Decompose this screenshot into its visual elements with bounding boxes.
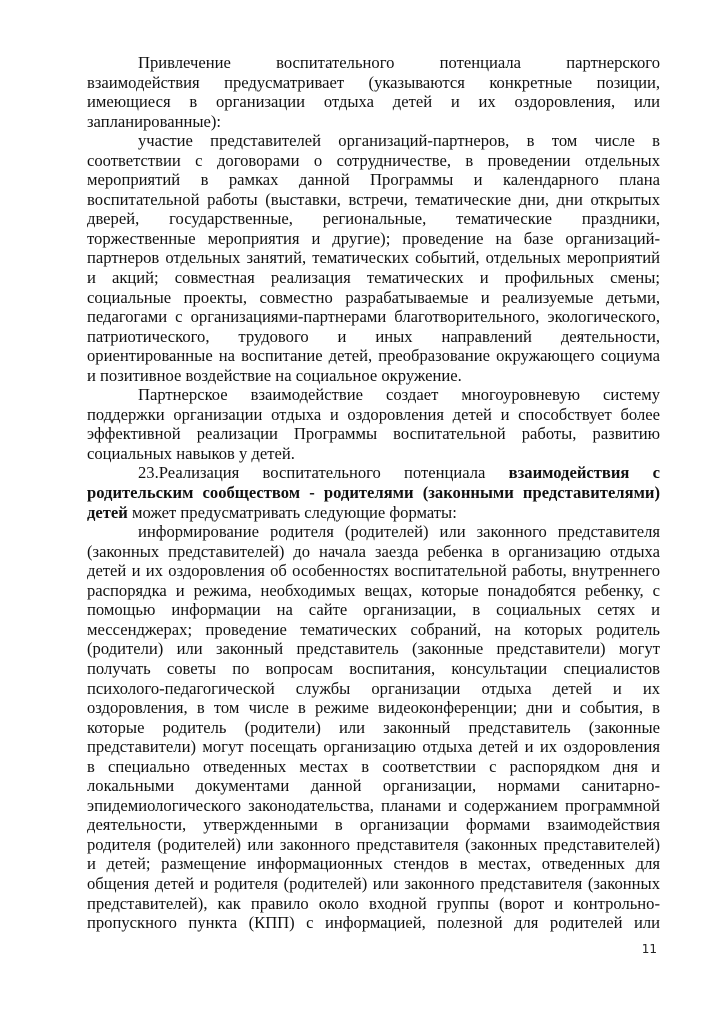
text-line: получать советы по вопросам воспитания, консультации специалистов — [87, 658, 660, 678]
text-line: патриотического, трудового и иных направлений деятельности, — [87, 326, 660, 346]
text-line: и позитивное воздействие на социальное окружение. — [87, 365, 462, 385]
text-line: участие представителей организаций-партнеров, в том числе в — [138, 131, 660, 151]
text-line: дверей, государственные, региональные, тематические праздники, — [87, 209, 660, 229]
text-line: взаимодействия предусматривает (указываются конкретные позиции, — [87, 72, 660, 92]
paragraph — [87, 53, 660, 131]
text-line: представителей), как правило около входной группы (ворот и контрольно- — [87, 893, 660, 913]
text-line: родителя (родителей) или законного представителя (законных представителей) — [87, 834, 660, 854]
text-line: торжественные мероприятия и другие); проведение на базе организаций- — [87, 228, 660, 248]
text-line — [87, 463, 660, 483]
page-number: 11 — [641, 942, 657, 956]
text-line: информирование родителя (родителей) или законного представителя — [138, 522, 660, 542]
document-body — [87, 53, 660, 933]
text-line: партнеров отдельных занятий, тематических событий, отдельных мероприятий — [87, 248, 660, 268]
text-line: Привлечение воспитательного потенциала партнерского — [138, 53, 660, 72]
paragraph — [87, 385, 660, 463]
text-line: оздоровления, в том числе в режиме видеоконференции; дни и события, в — [87, 698, 660, 718]
bold-text: родительским сообществом - родителями (законными представителями) — [87, 483, 660, 503]
text-line: (родители) или законный представитель (законные представители) могут — [87, 639, 660, 659]
text-line: запланированные): — [87, 111, 221, 131]
text-line: пропускного пункта (КПП) с информацией, полезной для родителей или — [87, 913, 660, 933]
text-line: имеющиеся в организации отдыха детей и их оздоровления, или — [87, 92, 660, 112]
text-line: которые родитель (родители) или законный представитель (законные — [87, 717, 660, 737]
text-line — [87, 483, 660, 503]
text-line: социальные проекты, совместно разрабатываемые и реализуемые детьми, — [87, 287, 660, 307]
paragraph — [87, 463, 660, 522]
text-line: локальными документами данной организации, нормами санитарно- — [87, 776, 660, 796]
text-line — [87, 503, 660, 523]
text-line: детей и их оздоровления об особенностях воспитательной работы, внутреннего — [87, 561, 660, 581]
text-segment: 23.Реализация воспитательного потенциала — [138, 463, 509, 483]
text-line: педагогами с организациями-партнерами благотворительного, экологического, — [87, 307, 660, 327]
paragraph — [87, 522, 660, 932]
text-line: социальных навыков у детей. — [87, 443, 295, 463]
text-line: представители) могут посещать организацию отдыха детей и их оздоровления — [87, 737, 660, 757]
text-line: мессенджерах; проведение тематических собраний, на которых родитель — [87, 619, 660, 639]
text-line: ориентированные на воспитание детей, преобразование окружающего социума — [87, 346, 660, 366]
text-line: соответствии с договорами о сотрудничестве, в проведении отдельных — [87, 150, 660, 170]
paragraph — [87, 131, 660, 385]
text-line: психолого-педагогической службы организации отдыха детей и их — [87, 678, 660, 698]
bold-text: детей — [87, 502, 128, 522]
text-line: и акций; совместная реализация тематических и профильных смены; — [87, 268, 660, 288]
text-line: деятельности, утвержденными в организации формами взаимодействия — [87, 815, 660, 835]
text-line: в специально отведенных местах в соответствии с распорядком дня и — [87, 756, 660, 776]
text-line: Партнерское взаимодействие создает многоуровневую систему — [138, 385, 660, 405]
text-segment: может предусматривать следующие форматы: — [127, 502, 457, 522]
text-line: воспитательной работы (выставки, встречи, тематические дни, дни открытых — [87, 189, 660, 209]
text-line: эффективной реализации Программы воспитательной работы, развитию — [87, 424, 660, 444]
bold-text: взаимодействия с — [508, 463, 660, 483]
text-line: общения детей и родителя (родителей) или законного представителя (законных — [87, 873, 660, 893]
text-line: и детей; размещение информационных стендов в местах, отведенных для — [87, 854, 660, 874]
text-line: мероприятий в рамках данной Программы и календарного плана — [87, 170, 660, 190]
text-line: (законных представителей) до начала заезда ребенка в организацию отдыха — [87, 541, 660, 561]
text-line: помощью информации на сайте организации, в социальных сетях и — [87, 600, 660, 620]
text-line: распорядка и режима, необходимых вещах, которые понадобятся ребенку, с — [87, 580, 660, 600]
text-line: эпидемиологического законодательства, планами и содержанием программной — [87, 795, 660, 815]
text-line: поддержки организации отдыха и оздоровления детей и способствует более — [87, 404, 660, 424]
